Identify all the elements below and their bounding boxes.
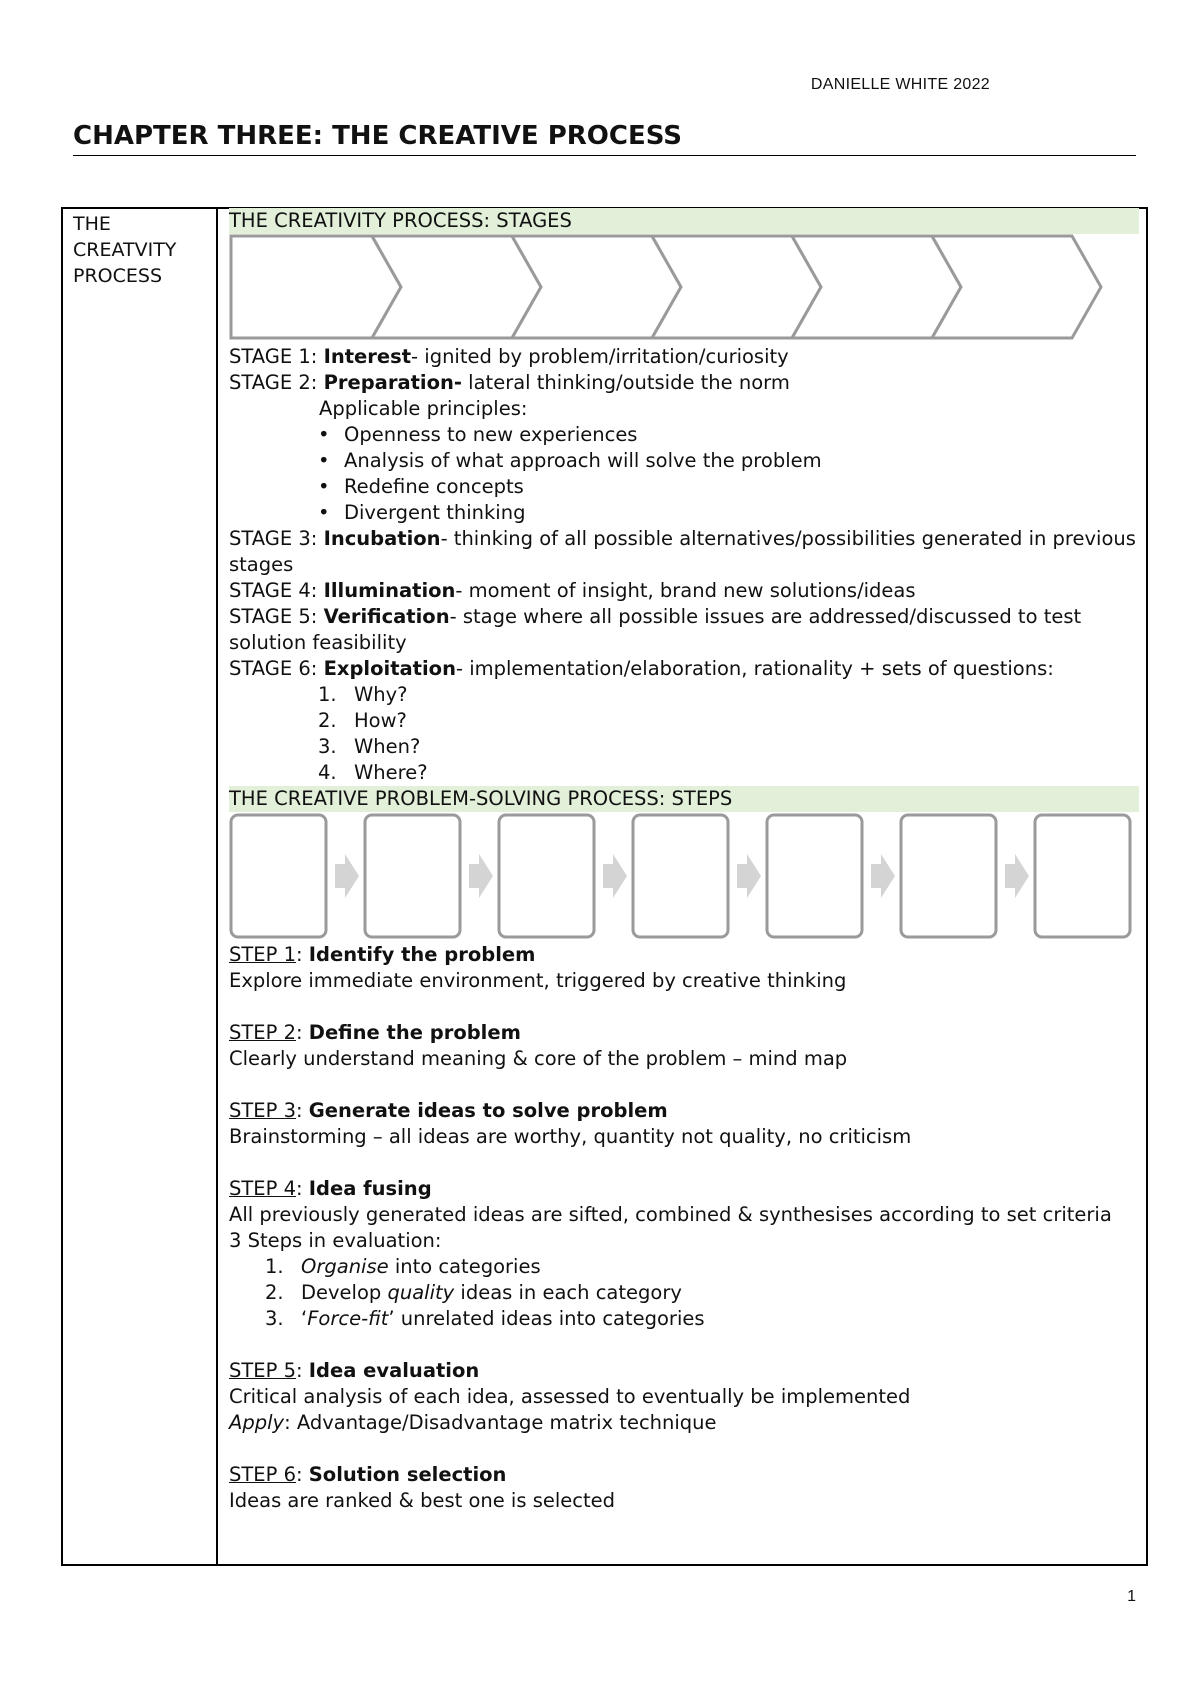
principle-item: • Divergent thinking [318,501,526,524]
stages-chevron-diagram [229,234,1139,344]
step-6-title: STEP 6: Solution selection [229,1463,507,1486]
steps-box-diagram [229,812,1139,942]
principle-item: • Analysis of what approach will solve the problem [318,449,822,472]
page-title: CHAPTER THREE: THE CREATIVE PROCESS [73,121,1136,156]
step-2-desc: Clearly understand meaning & core of the problem – mind map [229,1047,848,1070]
eval-item: 2. Develop quality ideas in each category [265,1281,682,1304]
stage-5: STAGE 5: Verification- stage where all possible issues are addressed/discussed to test solution feasibility [229,605,1082,654]
step-arrow-3 [603,854,627,898]
question-item: 4. Where? [318,761,428,784]
step-1-desc: Explore immediate environment, triggered by creative thinking [229,969,847,992]
stage-4: STAGE 4: Illumination- moment of insight, brand new solutions/ideas [229,579,916,602]
step-arrow-2 [469,854,493,898]
step-6-desc: Ideas are ranked & best one is selected [229,1489,616,1512]
step-box-6 [901,815,996,937]
step-box-1 [231,815,326,937]
step-1-title: STEP 1: Identify the problem [229,943,536,966]
step-box-3 [499,815,594,937]
header-author: DANIELLE WHITE 2022 [810,76,990,93]
principle-item: • Openness to new experiences [318,423,638,446]
row-label: THE CREATVITY PROCESS [73,213,177,287]
question-item: 3. When? [318,735,421,758]
eval-item: 1. Organise into categories [265,1255,541,1278]
stage-2: STAGE 2: Preparation- lateral thinking/outside the norm [229,371,790,394]
step-4-desc: All previously generated ideas are sifted, combined & synthesises according to set criteria [229,1203,1112,1226]
question-item: 1. Why? [318,683,408,706]
question-item: 2. How? [318,709,407,732]
step-5-desc: Critical analysis of each idea, assessed to eventually be implemented [229,1385,911,1408]
principle-item: • Redefine concepts [318,475,524,498]
step-box-5 [767,815,862,937]
step-arrow-6 [1005,854,1029,898]
step-box-2 [365,815,460,937]
step-box-4 [633,815,728,937]
principles-label: Applicable principles: [319,397,528,420]
apply-line: Apply: Advantage/Disadvantage matrix technique [229,1411,717,1434]
step-arrow-5 [871,854,895,898]
stages-heading: THE CREATIVITY PROCESS: STAGES [229,208,1139,234]
table-column-divider [216,207,218,1566]
step-arrow-1 [335,854,359,898]
eval-label: 3 Steps in evaluation: [229,1229,442,1252]
step-3-desc: Brainstorming – all ideas are worthy, quantity not quality, no criticism [229,1125,912,1148]
stage-3: STAGE 3: Incubation- thinking of all possible alternatives/possibilities generated in previous stages [229,527,1136,576]
step-5-title: STEP 5: Idea evaluation [229,1359,480,1382]
content-cell [229,208,1139,1514]
page-number: 1 [1127,1588,1136,1605]
stage-6: STAGE 6: Exploitation- implementation/elaboration, rationality + sets of questions: [229,657,1054,680]
step-4-title: STEP 4: Idea fusing [229,1177,432,1200]
stage-chevron-1 [231,236,401,338]
step-3-title: STEP 3: Generate ideas to solve problem [229,1099,668,1122]
steps-heading: THE CREATIVE PROBLEM-SOLVING PROCESS: STEPS [229,786,1139,812]
eval-item: 3. ‘Force-fit’ unrelated ideas into categories [265,1307,705,1330]
step-arrow-4 [737,854,761,898]
stage-1: STAGE 1: Interest- ignited by problem/irritation/curiosity [229,345,789,368]
step-box-7 [1035,815,1130,937]
step-2-title: STEP 2: Define the problem [229,1021,521,1044]
